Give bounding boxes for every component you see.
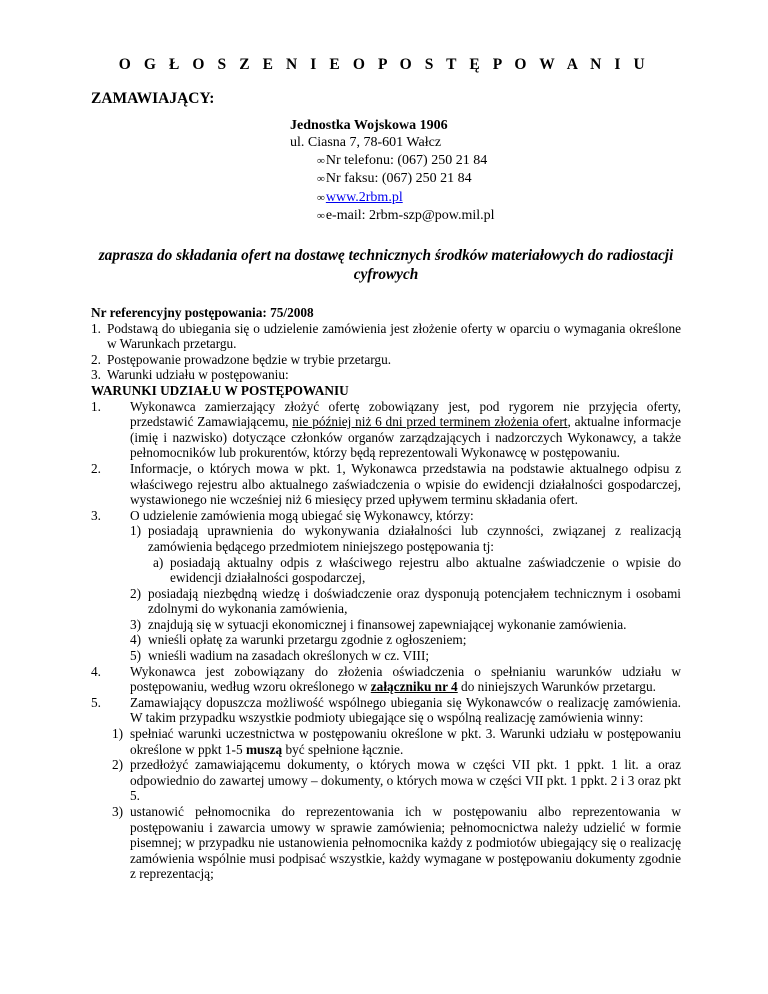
www-line: [290, 189, 495, 207]
condition-item: 4. Wykonawca jest zobowiązany do złożenia oświadczenia o spełnianiu warunków udziału w postępowaniu, według wzoru określonego w załączniku nr 4 do niniejszych Warunków przetargu.: [91, 663, 681, 695]
sub-item: 2) przedłożyć zamawiającemu dokumenty, o których mowa w części VII pkt. 1 ppkt. 1 lit. a oraz odpowiednio do zawartej umowy – dokumenty, o których mowa w części VII pkt. 1 ppkt. 2 i 3 oraz pkt 5.: [112, 757, 681, 804]
sub-item: 1) spełniać warunki uczestnictwa w postępowaniu określone w pkt. 3. Warunki udziału w postępowaniu określone w ppkt 1-5 muszą być spełnione łącznie.: [112, 726, 681, 757]
deadline-underlined: nie później niż 6 dni przed terminem złożenia ofert: [292, 414, 568, 430]
intro-item: 3. Warunki udziału w postępowaniu:: [91, 367, 289, 383]
contact-block: [290, 117, 495, 225]
email-text: e-mail: 2rbm-szp@pow.mil.pl: [325, 208, 495, 224]
email-line: [290, 207, 495, 225]
intro-item: 1. Podstawą do ubiegania się o udzielenie zamówienia jest złożenie oferty w oparciu o wymagania określone w Warunkach przetargu.: [91, 320, 681, 352]
phone-line: [290, 152, 495, 170]
condition-item: 3. O udzielenie zamówienia mogą ubiegać się Wykonawcy, którzy:: [91, 507, 474, 523]
bullet-icon: ∞: [317, 173, 325, 186]
condition-item: 1. Wykonawca zamierzający złożyć ofertę zobowiązany jest, pod rygorem nie przyjęcia oferty, przedstawić Zamawiającemu, nie później niż 6 dni przed terminem złożenia ofert, aktualne informacje (imię i nazwisko) dotyczące członków organów zarządzających i nadzorczych Wykonawcy, a także pełnomocników lub prokurentów, którzy będą reprezentowali Wykonawcę w postępowaniu.: [91, 398, 681, 461]
sub-item: 2) posiadają niezbędną wiedzę i doświadczenie oraz dysponują potencjałem technicznym i osobami zdolnymi do wykonania zamówienia,: [130, 585, 681, 617]
condition-item: 5. Zamawiający dopuszcza możliwość wspólnego ubiegania się Wykonawców o realizację zamówienia. W takim przypadku wszystkie podmioty ubiegające się o wspólną realizację zamówienia winny:: [91, 694, 681, 726]
fax-text: Nr faksu: (067) 250 21 84: [325, 171, 472, 187]
reference-number: Nr referencyjny postępowania: 75/2008: [91, 305, 314, 320]
website-link[interactable]: www.2rbm.pl: [325, 189, 403, 205]
sub-item: 3) ustanowić pełnomocnika do reprezentowania ich w postępowaniu albo reprezentowania w postępowaniu i zawarcia umowy w sprawie zamówienia; pełnomocnictwa należy udzielić w formie pisemnej; w przypadku nie ustanowienia pełnomocnika każdy z podmiotów ubiegający się o realizację zamówienia wspólnie musi podpisać wszystkie, każdy wymagane w postępowaniu dokumenty zgodnie z reprezentacją;: [112, 804, 681, 882]
contracting-authority-label: ZAMAWIAJĄCY:: [91, 90, 215, 107]
condition-item: 2. Informacje, o których mowa w pkt. 1, Wykonawca przedstawia na podstawie aktualnego odpisu z właściwego rejestru albo aktualnego zaświadczenia o wpisie do ewidencji działalności gospodarczej, wystawionego nie wcześniej niż 6 miesięcy przed upływem terminu składania ofert.: [91, 460, 681, 508]
annex-reference: załączniku nr 4: [370, 679, 458, 695]
fax-line: [290, 170, 495, 188]
emphasis-must: muszą: [245, 741, 283, 757]
invitation-heading: zaprasza do składania ofert na dostawę technicznych środków materiałowych do radiostacji cyfrowych: [98, 247, 674, 283]
sub-item: 4) wnieśli opłatę za warunki przetargu zgodnie z ogłoszeniem;: [130, 632, 467, 648]
section-heading: WARUNKI UDZIAŁU W POSTĘPOWANIU: [91, 382, 349, 398]
bullet-icon: ∞: [317, 210, 325, 223]
phone-text: Nr telefonu: (067) 250 21 84: [325, 152, 488, 168]
sub-item: 3) znajdują się w sytuacji ekonomicznej i finansowej zapewniającej wykonanie zamówienia.: [130, 616, 627, 632]
authority-name: Jednostka Wojskowa 1906: [290, 118, 448, 133]
document-title: O G Ł O S Z E N I E O P O S T Ę P O W A N I U: [118, 56, 650, 73]
sub-item: 1) posiadają uprawnienia do wykonywania działalności lub czynności, związanej z realizacją zamówienia będącego przedmiotem niniejszego postępowania tj:: [130, 523, 681, 554]
authority-address: ul. Ciasna 7, 78-601 Wałcz: [290, 135, 442, 151]
bullet-icon: ∞: [317, 191, 325, 204]
sub-item: a) posiadają aktualny odpis z właściwego rejestru albo aktualne zaświadczenie o wpisie do ewidencji działalności gospodarczej,: [153, 554, 681, 586]
intro-item: 2. Postępowanie prowadzone będzie w trybie przetargu.: [91, 351, 392, 367]
bullet-icon: ∞: [317, 154, 325, 167]
sub-item: 5) wnieśli wadium na zasadach określonych w cz. VIII;: [130, 648, 430, 664]
document-body: [91, 305, 681, 882]
